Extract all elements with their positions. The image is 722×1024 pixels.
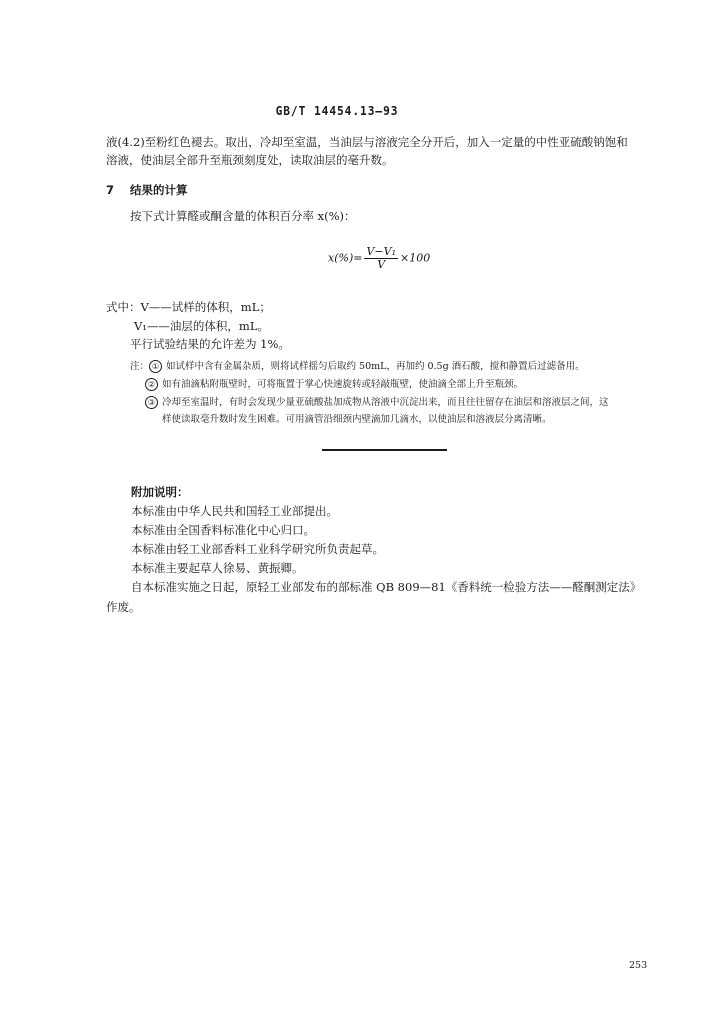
variable-v1: V₁——油层的体积，mL。 [134, 319, 269, 333]
section-7-heading [106, 182, 188, 198]
formula-fraction [364, 246, 398, 271]
section-number: 7 [106, 183, 115, 197]
formula-denominator: V [377, 258, 386, 271]
formula-lhs: x(%)= [328, 251, 363, 265]
section-divider [322, 449, 447, 451]
continuation-line-2: 溶液，使油层全部升至瓶颈刻度处，读取油层的毫升数。 [106, 153, 394, 167]
tolerance-text: 平行试验结果的允许差为 1%。 [130, 337, 290, 351]
page-number: 253 [629, 960, 648, 971]
note-3-text-line-1: 冷却至室温时，有时会发现少量亚硫酸盐加成物从溶液中沉淀出来，而且往往留存在油层和溶液层之间，这 [162, 397, 609, 408]
variable-v: V——试样的体积，mL； [140, 300, 271, 314]
appendix-line-4: 本标准主要起草人徐易、黄振卿。 [131, 561, 304, 575]
note-3-marker: ③ [145, 396, 158, 409]
note-1 [130, 358, 585, 373]
note-2-text: 如有油滴粘附瓶壁时，可将瓶置于掌心快速旋转或轻敲瓶壁，使油滴全部上升至瓶颈。 [162, 379, 524, 390]
formula-intro: 按下式计算醛或酮含量的体积百分率 x(%)： [130, 209, 356, 223]
formula-numerator: V−V₁ [366, 245, 396, 258]
formula [328, 246, 430, 271]
where-prefix: 式中： [106, 300, 141, 314]
note-1-marker: ① [149, 360, 162, 373]
standard-code-header: GB/T 14454.13—93 [275, 104, 399, 118]
note-2-marker: ② [145, 378, 158, 391]
formula-rhs: ×100 [399, 251, 431, 265]
note-2 [145, 376, 523, 391]
note-3-text-line-2: 样使读取毫升数时发生困难。可用滴管沿细颈内壁滴加几滴水，以使油层和溶液层分离清晰。 [162, 414, 552, 425]
section-title: 结果的计算 [130, 183, 188, 197]
appendix-line-5: 自本标准实施之日起，原轻工业部发布的部标准 QB 809—81《香料统一检验方法——醛酮测定法》 [131, 580, 642, 594]
appendix-line-3: 本标准由轻工业部香料工业科学研究所负责起草。 [131, 542, 384, 556]
appendix-line-1: 本标准由中华人民共和国轻工业部提出。 [131, 504, 338, 518]
appendix-line-6: 作废。 [106, 600, 141, 614]
continuation-line-1: 液(4.2)至粉红色褪去。取出，冷却至室温，当油层与溶液完全分开后，加入一定量的中性亚硫酸钠饱和 [106, 135, 628, 149]
note-1-text: 如试样中含有金属杂质，则将试样摇匀后取约 50mL，再加约 0.5g 酒石酸，搅和静置后过滤备用。 [166, 361, 585, 372]
appendix-title: 附加说明： [131, 485, 189, 499]
note-3 [145, 394, 609, 409]
where-line-1 [106, 299, 271, 315]
notes-label: 注： [130, 361, 150, 372]
appendix-line-2: 本标准由全国香料标准化中心归口。 [131, 523, 315, 537]
